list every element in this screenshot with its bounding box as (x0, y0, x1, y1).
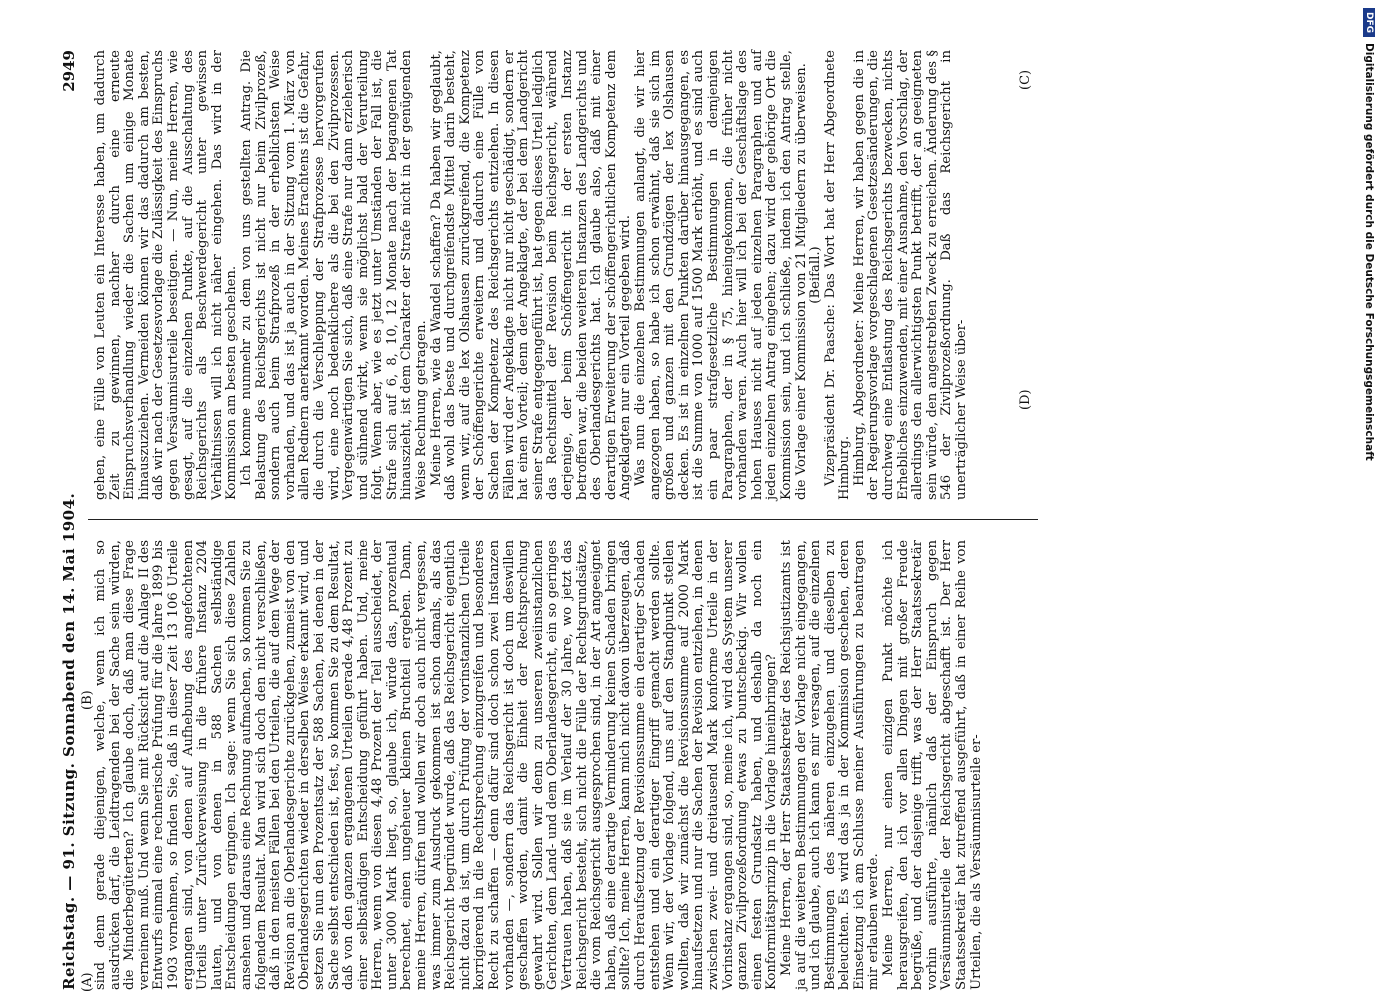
margin-marker-b: (B) (80, 690, 95, 710)
right-paragraph: Meine Herren, wie da Wandel schaffen? Da haben wir geglaubt, daß wohl das beste und durchgreifendste Mittel darin besteht, wenn wir, auf die lex Olshausen zurückgreifend, die Kompetenz der Schöffengerichte erweitern und dadurch eine Fülle von Sachen der Kompetenz des Reichsgerichts entziehen. In diesen Fällen wird der Angeklagte nicht nur nicht geschädigt, sondern er hat einen Vorteil; denn der Angeklagte, der bei dem Landgericht seiner Strafe entgegengeführt ist, hat gegen dieses Urteil lediglich das Rechtsmittel der Revision beim Reichsgericht, während derjenige, der beim Schöffengericht in der ersten Instanz betroffen war, die beiden weiteren Instanzen des Landgerichts und des Oberlandesgerichts hat. Ich glaube also, daß mit einer derartigen Erweiterung der schöffengerichtlichen Kompetenz dem Angeklagten nur ein Vorteil gegeben wird. (428, 50, 634, 500)
applause-note: (Beifall.) (808, 246, 824, 304)
margin-marker-c: (C) (1018, 69, 1033, 90)
right-paragraph: Ich komme nunmehr zu dem von uns gestellten Antrag. Die Belastung des Reichsgerichts ist nicht nur beim Zivilprozeß, sondern auch beim Strafprozeß in der erheblichsten Weise vorhanden, und das ist ja auch in der Sitzung vom 1. März von allen Rednern anerkannt worden. Meines Erachtens ist die Gefahr, die durch die Verschleppung der Strafprozesse hervorgerufen wird, eine noch bedenklichere als die bei den Zivilprozessen. Vergegenwärtigen Sie sich, daß eine Strafe nur dann erzieherisch und sühnend wirkt, wenn sie möglichst bald der Verurteilung folgt. Wenn aber, wie es jetzt unter Umständen der Fall ist, die Strafe sich auf 6, 8, 10, 12 Monate nach der begangenen Tat hinauszieht, ist dem Charakter der Strafe nicht in der genügenden Weise Rechnung getragen. (238, 50, 430, 500)
right-paragraph: Was nun die einzelnen Bestimmungen anlangt, die wir hier angezogen haben, so habe ich schon erwähnt, daß sie sich im großen und ganzen mit den Grundzügen der lex Olshausen decken. Es ist in einzelnen Punkten darüber hinausgegangen, es ist die Summe von 1000 auf 1500 Mark erhöht, und es sind auch ein paar strafgesetzliche Bestimmungen in demjenigen Paragraphen, der in § 75, hineingekommen, die früher nicht vorhanden waren. Auch hier will ich bei der Geschäftslage des hohen Hauses nicht auf jeden einzelnen Paragraphen und auf jeden einzelnen Antrag eingehen; dazu wird der gehörige Ort die Kommission sein, und ich schließe, indem ich den Antrag stelle, die Vorlage einer Kommission von 21 Mitgliedern zu überweisen. (632, 50, 809, 500)
left-column (94, 540, 984, 990)
page-header-title: Reichstag. — 91. Sitzung. Sonnabend den 14. Mai 1904. (60, 492, 78, 990)
dfg-logo: DFG (1363, 8, 1375, 37)
right-column (94, 50, 970, 500)
page-header (58, 50, 80, 990)
column-divider (88, 519, 1038, 520)
page-number: 2949 (60, 50, 78, 92)
left-paragraph: Meine Herren, der Herr Staatssekretär des Reichsjustizamts ist ja auf die weiteren Bestimmungen der Vorlage nicht eingegangen, und ich glaube, auch ich kann es mir versagen, auf die einzelnen Bestimmungen des näheren einzugehen und dieselben zu beleuchten. Es wird das ja in der Kommission geschehen, deren Einsetzung ich am Schlusse meiner Ausführungen zu beantragen mir erlauben werde. (778, 540, 882, 990)
rotated-page-content (58, 50, 1358, 990)
digitization-text: Digitalisierung gefördert durch die Deutsche Forschungsgemeinschaft (1363, 43, 1375, 461)
right-paragraph: Himburg, Abgeordneter: Meine Herren, wir haben gegen die in der Regierungsvorlage vorgeschlagenen Gesetzesänderungen, die durchweg eine Entlastung des Reichsgerichts bezwecken, nichts Erhebliches einzuwenden, mit einer Ausnahme, den Vorschlag, der allerdings den allerwichtigsten Punkt betrifft, der an geeigneten sein würde, den angestrebten Zweck zu erreichen. Änderung des § 546 der Zivilprozeßordnung. Daß das Reichsgericht in unerträglicher Weise über- (851, 50, 970, 500)
left-paragraph: Meine Herren, nur einen einzigen Punkt möchte ich herausgreifen, den ich vor allen Dingen mit großer Freude begrüße, und der dasjenige trifft, was der Herr Staatssekretär vorhin ausführte, nämlich daß der Einspruch gegen Versäumnisurteile der Reichsgericht abgeschafft ist. Der Herr Staatssekretär hat zutreffend ausgeführt, daß in einer Reihe von Urteilen, die als Versäumnisurteile er- (881, 540, 984, 990)
left-paragraph: sind denn gerade diejenigen, welche, wenn ich mich so ausdrücken darf, die Leidtragenden bei der Sache sein würden, die Minderbegüterten? Ich glaube doch, daß man diese Frage verneinen muß. Und wenn Sie mit Rücksicht auf die Anlage II des Entwurfs einmal eine rechnerische Prüfung für die Jahre 1899 bis 1903 vornehmen, so finden Sie, daß in dieser Zeit 13 106 Urteile ergangen sind, von denen auf Aufhebung des angefochtenen Urteils unter Zurückverweisung in die frühere Instanz 2204 lauten, und von denen in 588 Sachen selbständige Entscheidungen ergingen. Ich sage: wenn Sie sich diese Zahlen ansehen und daraus eine Rechnung aufmachen, so kommen Sie zu folgendem Resultat. Man wird sich doch den nicht verschließen, daß in den meisten Fällen bei den Urteilen, die auf dem Wege der Revision an die Oberlandesgerichte zurückgehen, zumeist von den Oberlandesgerichten wieder in derselben Weise erkannt wird, und setzen Sie nun den Prozentsatz der 588 Sachen, bei denen in der Sache selbst entschieden ist, fest, so kommen Sie zu dem Resultat, daß von den ganzen ergangenen Urteilen gerade 4,48 Prozent zu einer selbständigen Entscheidung geführt haben. Und, meine Herren, wenn von diesen 4,48 Prozent der Teil ausscheidet, der unter 3000 Mark liegt, so, glaube ich, würde das, prozentual berechnet, einen ungeheuer kleinen Bruchteil ergeben. Dann, meine Herren, dürfen und wollen wir doch auch nicht vergessen, was immer zum Ausdruck gekommen ist schon damals, als das Reichsgericht begründet wurde, daß das Reichsgericht eigentlich nicht dazu da ist, um durch Prüfung der vorinstanzlichen Urteile korrigierend in die Rechtsprechung einzugreifen und besonderes Recht zu schaffen — denn dafür sind doch schon zwei Instanzen vorhanden —, sondern das Reichsgericht ist doch um deswillen geschaffen worden, damit die Einheit der Rechtsprechung gewahrt wird. Sollen wir denn zu unseren zweiinstanzlichen Gerichten, dem Land- und dem Oberlandesgericht, ein so geringes Vertrauen haben, daß sie im Verlauf der 30 Jahre, wo jetzt das Reichsgericht besteht, sich nicht die Fülle der Rechtsgrundsätze, die vom Reichsgericht ausgesprochen sind, in der Art angeeignet haben, daß eine derartige Verminderung keinen Schaden bringen sollte? Ich, meine Herren, kann mich nicht davon überzeugen, daß durch Heraufsetzung der Revisionssumme ein derartiger Schaden entstehen und ein derartiger Eingriff gemacht werden sollte. Wenn wir, der Vorlage folgend, uns auf den Standpunkt stellen wollten, daß wir zunächst die Revisionssumme auf 2000 Mark hinaufsetzen und nur die Sachen der Revision entziehen, in denen zwischen zwei- und dreitausend Mark konforme Urteile in der Vorinstanz ergangen sind, so, meine ich, wird das System unserer ganzen Zivilprozeßordnung etwas zu buntscheckig. Wir wollen einen festen Grundsatz haben, und deshalb da noch ein Konformitätsprinzip in die Vorlage hineinbringen? (93, 540, 780, 990)
margin-marker-d: (D) (1018, 389, 1033, 410)
right-paragraph: Vizepräsident Dr. Paasche: Das Wort hat der Herr Abgeordnete Himburg. (822, 50, 853, 500)
margin-marker-a: (A) (80, 972, 95, 992)
digitization-note (1358, 8, 1380, 988)
right-paragraph: gehen, eine Fülle von Leuten ein Interesse haben, um dadurch Zeit zu gewinnen, nachher durch eine erneute Einspruchsverhandlung wieder die Sachen um einige Monate hinauszuziehen. Vermeiden können wir das dadurch am besten, daß wir nach der Gesetzesvorlage die Zulässigkeit des Einspruchs gegen Versäumnisurteile beseitigen. — Nun, meine Herren, wie gesagt, auf die einzelnen Punkte, auf die Ausschaltung des Reichsgerichts als Beschwerdegericht unter gewissen Verhältnissen will ich nicht näher eingehen. Das wird in der Kommission am besten geschehen. (93, 50, 240, 500)
